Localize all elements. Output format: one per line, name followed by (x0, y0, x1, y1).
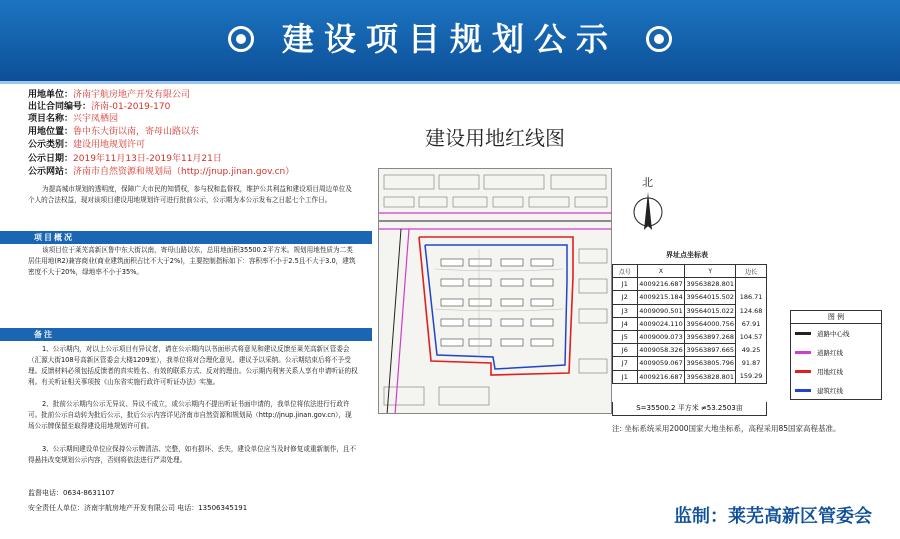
meta-row (28, 89, 190, 101)
land-redline-swatch (795, 370, 811, 373)
point-x: 4009090.501 (637, 304, 685, 317)
point-id: J4 (613, 317, 638, 330)
edge-length: 91.87 (736, 357, 767, 370)
building-line-swatch (795, 389, 811, 392)
meta-row (28, 113, 118, 125)
legend-item (791, 324, 881, 343)
point-id: J3 (613, 304, 638, 317)
edge-length: 186.71 (736, 291, 767, 304)
legend-item (791, 381, 881, 400)
meta-value: 2019年11月13日-2019年11月21日 (73, 154, 222, 164)
note-item: 3、公示期间建设单位应保持公示牌清洁、完整，如有损坏、丢失，建设单位应当及时修复或重新制作，且不得悬挂改变规划公示内容，否则将依法进行严肃处理。 (28, 445, 357, 464)
table-row (613, 291, 767, 304)
column-header: 点号 (613, 265, 638, 278)
meta-row (28, 166, 294, 178)
point-y: 39564015.022 (685, 304, 736, 317)
north-label: 北 (642, 176, 653, 189)
meta-row (28, 139, 145, 151)
site-plan-map (378, 168, 612, 414)
meta-label: 用地位置： (28, 127, 74, 137)
point-x: 4009216.687 (637, 278, 685, 291)
point-y: 39563828.801 (685, 370, 736, 383)
section-bar-overview (0, 231, 372, 244)
point-id: J1 (613, 370, 638, 383)
point-x: 4009059.067 (637, 357, 685, 370)
point-y: 39563828.801 (685, 278, 736, 291)
meta-value: 济南-01-2019-170 (91, 102, 171, 112)
circle-ornament-icon (646, 26, 672, 52)
coords-title: 界址点坐标表 (666, 251, 708, 259)
point-y: 39564015.502 (685, 291, 736, 304)
point-y: 39563897.268 (685, 330, 736, 343)
point-id: J5 (613, 330, 638, 343)
legend-title: 图 例 (791, 311, 881, 324)
meta-label: 出让合同编号： (28, 102, 92, 112)
overview-paragraph: 该项目位于莱芜高新区鲁中东大街以南，寄母山路以东，总用地面积35500.2平方米。规划用地性质为二类居住用地(R2)兼容商业(商业建筑面积占比不大于2%)，主要控制指标如下：容积率不小于2.5且不大于3.0，建筑密度不大于20%，绿地率不小于35%。 (28, 246, 356, 276)
point-y: 39564000.756 (685, 317, 736, 330)
table-row (613, 330, 767, 343)
coords-table (612, 264, 767, 384)
edge-length: 67.91 (736, 317, 767, 330)
meta-label: 用地单位： (28, 90, 74, 100)
point-id: J6 (613, 344, 638, 357)
column-header: 边长 (736, 265, 767, 278)
point-id: J7 (613, 357, 638, 370)
road-redline-swatch (795, 351, 811, 354)
edge-length: 124.68 (736, 304, 767, 317)
legend-item (791, 343, 881, 362)
legend-label: 建筑红线 (817, 387, 843, 395)
meta-row (28, 126, 199, 138)
road-centerline-swatch (795, 332, 811, 335)
meta-value: 济南宇航房地产开发有限公司 (73, 90, 191, 100)
legend-item (791, 362, 881, 381)
column-header: Y (685, 265, 736, 278)
legend-label: 道路中心线 (817, 330, 850, 338)
table-row (613, 304, 767, 317)
meta-row (28, 101, 170, 113)
supervision-text: 监制：莱芜高新区管委会 (674, 506, 872, 527)
point-y: 39563897.665 (685, 344, 736, 357)
column-header: X (637, 265, 685, 278)
point-id: J2 (613, 291, 638, 304)
meta-value: 济南市自然资源和规划局（http://jnup.jinan.gov.cn） (73, 167, 295, 177)
legend-label: 用地红线 (817, 368, 843, 376)
table-row (613, 278, 767, 291)
map-title: 建设用地红线图 (425, 126, 565, 150)
meta-label: 公示类别： (28, 140, 74, 150)
legend-label: 道路红线 (817, 349, 843, 357)
meta-row (28, 153, 222, 165)
note-item: 1、公示期内，对以上公示项目有异议者，请在公示期内以书面形式将意见和建议反馈至莱芜高新区管委会（汇源大街108号高新区管委会大楼1209室），我单位将对合理化意见、建议予以采纳。公示期结束后将不予受理。反馈材料必须包括反馈者的真实姓名、有效的联系方式、反对的理由。公示期内利害关系人享有申请听证的权利。有关听证相关事项按《山东省实施行政许可听证办法》实施。 (28, 345, 358, 386)
coordinate-note: 注: 坐标系统采用2000国家大地坐标系，高程采用85国家高程基准。 (612, 424, 841, 433)
section-bar-notes (0, 328, 372, 341)
table-row (613, 357, 767, 370)
edge-length: 159.29 (736, 370, 767, 383)
page-title: 建设项目规划公示 (281, 20, 618, 58)
edge-length: 49.25 (736, 344, 767, 357)
point-y: 39563805.796 (685, 357, 736, 370)
section-title: 备注 (34, 330, 54, 339)
point-x: 4009058.326 (637, 344, 685, 357)
point-x: 4009024.110 (637, 317, 685, 330)
intro-paragraph: 为提高城市规划的透明度，保障广大市民的知情权，参与权和监督权，维护公共利益和建设项目周边单位及个人的合法权益，现对该项目建设用地规划许可进行批前公示，公示期为本公示发布之日起七个工作日。 (28, 185, 352, 204)
meta-value: 建设用地规划许可 (73, 140, 146, 150)
supervision-block (600, 497, 900, 529)
meta-label: 项目名称： (28, 114, 74, 124)
table-row (613, 370, 767, 383)
section-title: 项目概况 (34, 233, 74, 242)
header-banner (0, 0, 900, 84)
map-legend (790, 310, 882, 400)
point-x: 4009009.073 (637, 330, 685, 343)
hotline-text: 监督电话：0634-8631107 (28, 489, 115, 497)
meta-label: 公示网站： (28, 167, 74, 177)
north-arrow (628, 178, 668, 238)
meta-label: 公示日期： (28, 154, 74, 164)
table-row (613, 344, 767, 357)
table-row (613, 317, 767, 330)
area-summary: S=35500.2 平方米 ≠53.2503亩 (612, 402, 767, 416)
point-id: J1 (613, 278, 638, 291)
note-item: 2、批前公示期内公示无异议、异议不成立，或公示期内不提出听证书面申请的，我单位将依法进行行政许可。批前公示自动转为批后公示，批后公示内容详见济南市自然资源和规划局（http://jnup.jinan.gov.cn），现场公示牌保留至取得建设用地规划许可前。 (28, 400, 352, 430)
point-x: 4009216.687 (637, 370, 685, 383)
point-x: 4009215.184 (637, 291, 685, 304)
table-header-row (613, 265, 767, 278)
site-plan-drawing (379, 169, 612, 414)
edge-length: 104.57 (736, 330, 767, 343)
safety-contact-text: 安全责任人单位：济南宇航房地产开发有限公司 电话：13506345191 (28, 504, 248, 512)
meta-value: 鲁中东大街以南，寄母山路以东 (73, 127, 200, 137)
meta-value: 兴宇凤栖园 (73, 114, 119, 124)
